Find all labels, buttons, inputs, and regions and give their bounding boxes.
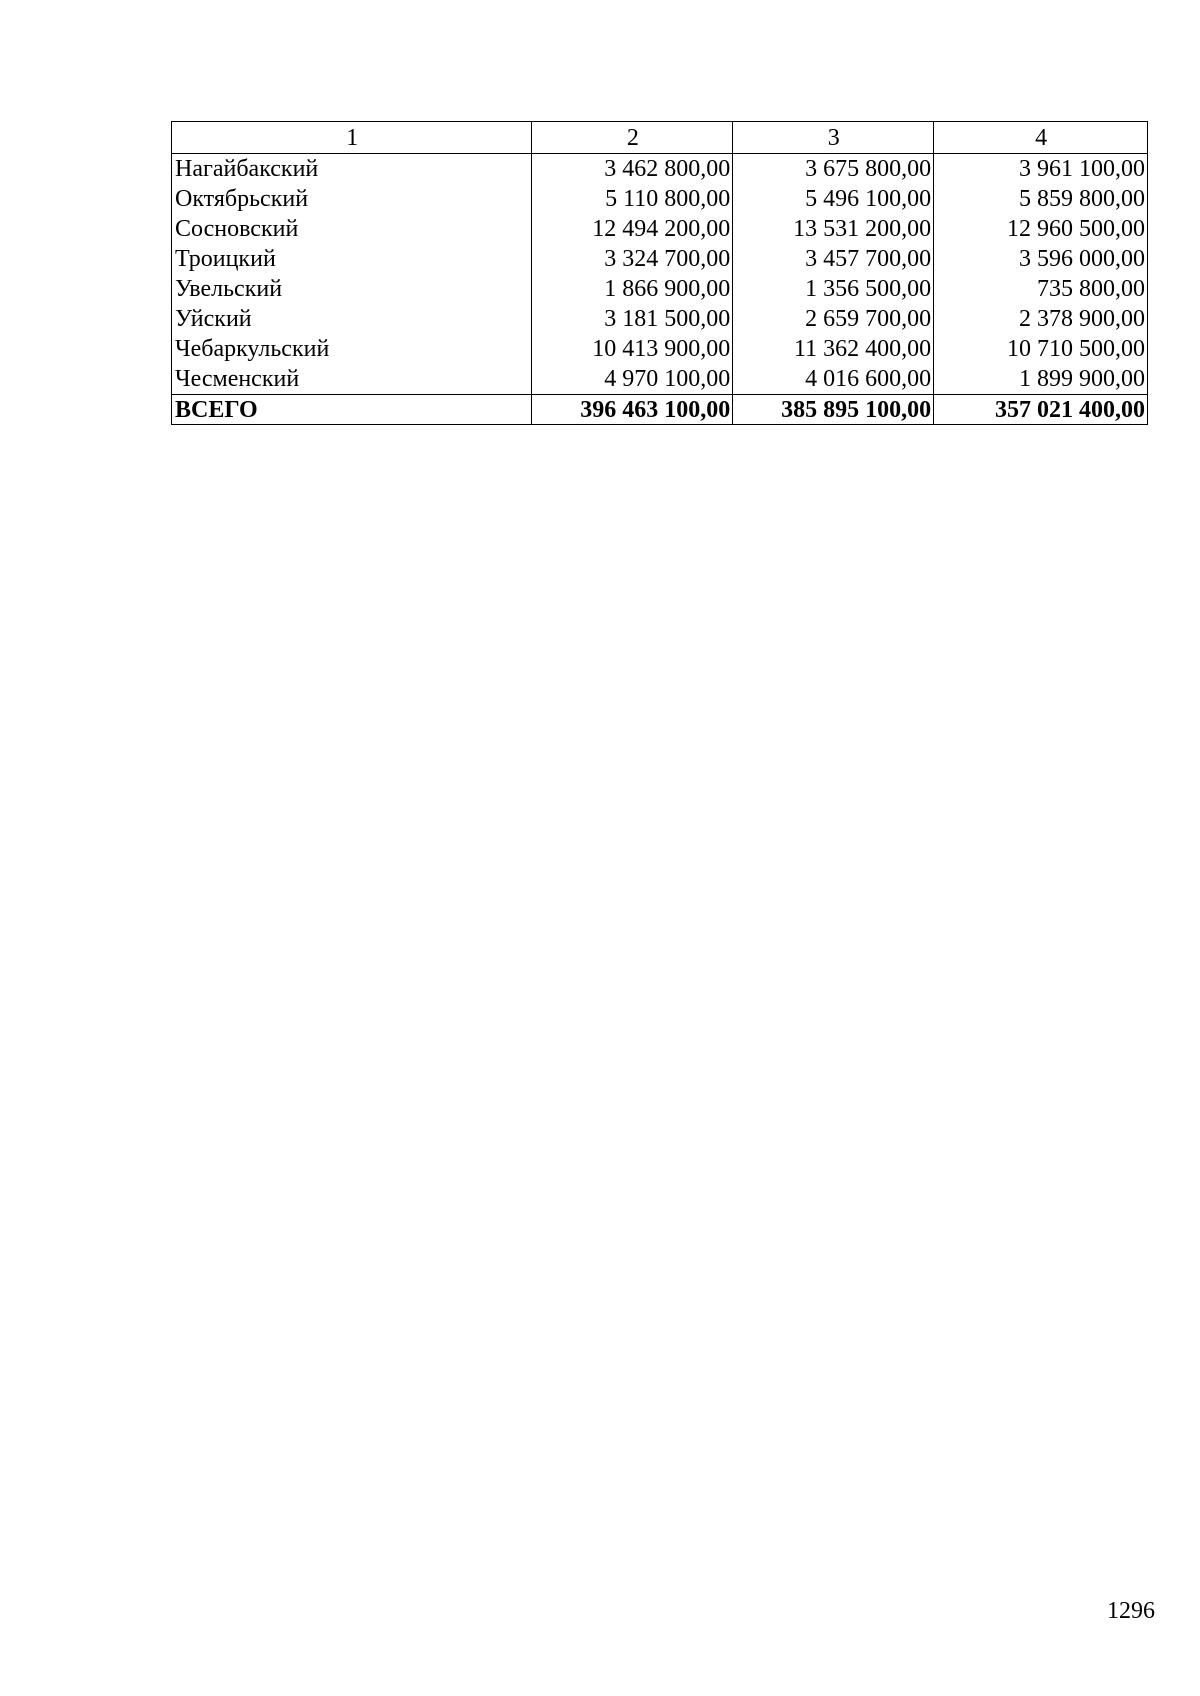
table-row [172, 334, 1148, 364]
budget-table [171, 121, 1148, 425]
value-col-2: 1 866 900,00 [532, 274, 733, 304]
value-col-3: 5 496 100,00 [733, 184, 934, 214]
value-col-2: 4 970 100,00 [532, 364, 733, 395]
column-header-2: 2 [532, 122, 733, 154]
value-col-4: 2 378 900,00 [934, 304, 1148, 334]
district-name: Нагайбакский [172, 154, 532, 185]
district-name: Уйский [172, 304, 532, 334]
table-row [172, 304, 1148, 334]
total-col-3: 385 895 100,00 [733, 395, 934, 425]
table-header-row [172, 122, 1148, 154]
value-col-3: 11 362 400,00 [733, 334, 934, 364]
total-col-2: 396 463 100,00 [532, 395, 733, 425]
value-col-4: 3 961 100,00 [934, 154, 1148, 185]
value-col-2: 3 181 500,00 [532, 304, 733, 334]
district-name: Сосновский [172, 214, 532, 244]
value-col-4: 12 960 500,00 [934, 214, 1148, 244]
value-col-4: 10 710 500,00 [934, 334, 1148, 364]
table-row [172, 154, 1148, 185]
value-col-2: 3 462 800,00 [532, 154, 733, 185]
total-col-4: 357 021 400,00 [934, 395, 1148, 425]
table-row [172, 214, 1148, 244]
value-col-3: 3 457 700,00 [733, 244, 934, 274]
value-col-3: 4 016 600,00 [733, 364, 934, 395]
value-col-4: 5 859 800,00 [934, 184, 1148, 214]
column-header-1: 1 [172, 122, 532, 154]
table-row [172, 364, 1148, 395]
district-name: Чесменский [172, 364, 532, 395]
district-name: Увельский [172, 274, 532, 304]
value-col-3: 13 531 200,00 [733, 214, 934, 244]
column-header-3: 3 [733, 122, 934, 154]
value-col-2: 12 494 200,00 [532, 214, 733, 244]
value-col-4: 735 800,00 [934, 274, 1148, 304]
district-name: Октябрьский [172, 184, 532, 214]
value-col-4: 1 899 900,00 [934, 364, 1148, 395]
value-col-2: 3 324 700,00 [532, 244, 733, 274]
value-col-2: 5 110 800,00 [532, 184, 733, 214]
total-label: ВСЕГО [172, 395, 532, 425]
page-number: 1296 [1107, 1598, 1155, 1624]
column-header-4: 4 [934, 122, 1148, 154]
value-col-3: 2 659 700,00 [733, 304, 934, 334]
table-total-row [172, 395, 1148, 425]
value-col-3: 1 356 500,00 [733, 274, 934, 304]
district-name: Чебаркульский [172, 334, 532, 364]
value-col-2: 10 413 900,00 [532, 334, 733, 364]
table-row [172, 244, 1148, 274]
table-row [172, 184, 1148, 214]
value-col-3: 3 675 800,00 [733, 154, 934, 185]
district-name: Троицкий [172, 244, 532, 274]
value-col-4: 3 596 000,00 [934, 244, 1148, 274]
table-row [172, 274, 1148, 304]
